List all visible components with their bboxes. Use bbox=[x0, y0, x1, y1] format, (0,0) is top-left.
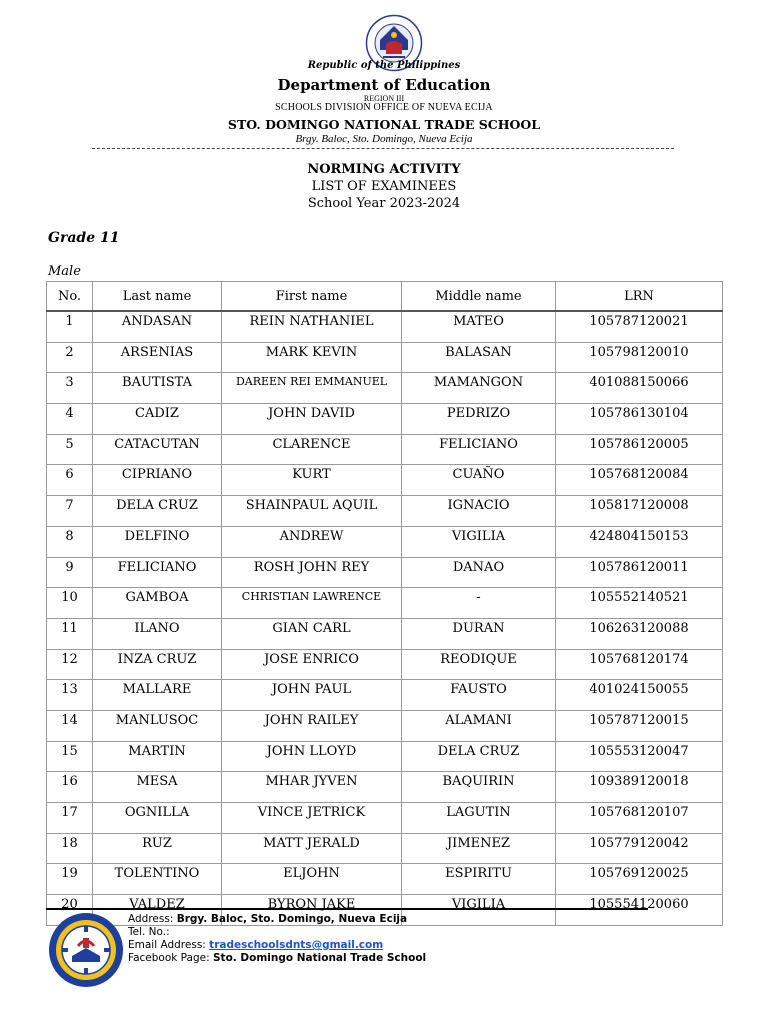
cell-lrn: 401024150055 bbox=[556, 680, 723, 711]
cell-middle-name: VIGILIA bbox=[402, 895, 556, 926]
cell-no: 7 bbox=[47, 496, 93, 527]
cell-lrn: 105817120008 bbox=[556, 496, 723, 527]
cell-last-name: CADIZ bbox=[93, 404, 222, 435]
cell-last-name: GAMBOA bbox=[93, 588, 222, 619]
cell-last-name: ARSENIAS bbox=[93, 342, 222, 373]
region-text: REGION III bbox=[363, 94, 405, 103]
cell-last-name: DELA CRUZ bbox=[93, 496, 222, 527]
cell-no: 19 bbox=[47, 864, 93, 895]
cell-no: 6 bbox=[47, 465, 93, 496]
footer-address: Address: Brgy. Baloc, Sto. Domingo, Nueva Ecija bbox=[128, 913, 408, 925]
table-row bbox=[47, 311, 723, 342]
cell-middle-name: CUAÑO bbox=[402, 465, 556, 496]
cell-last-name: MARTIN bbox=[93, 741, 222, 772]
cell-lrn: 401088150066 bbox=[556, 373, 723, 404]
cell-middle-name: DELA CRUZ bbox=[402, 741, 556, 772]
cell-no: 12 bbox=[47, 649, 93, 680]
cell-first-name: JOHN RAILEY bbox=[222, 710, 402, 741]
cell-first-name: VINCE JETRICK bbox=[222, 803, 402, 834]
cell-first-name: SHAINPAUL AQUIL bbox=[222, 496, 402, 527]
footer-facebook: Facebook Page: Sto. Domingo National Trade School bbox=[128, 952, 427, 964]
cell-middle-name: VIGILIA bbox=[402, 526, 556, 557]
cell-first-name: BYRON JAKE bbox=[222, 895, 402, 926]
cell-middle-name: FELICIANO bbox=[402, 434, 556, 465]
cell-last-name: FELICIANO bbox=[93, 557, 222, 588]
table-row bbox=[47, 588, 723, 619]
cell-lrn: 105554120060 bbox=[556, 895, 723, 926]
cell-middle-name: MAMANGON bbox=[402, 373, 556, 404]
col-header-lrn: LRN bbox=[556, 282, 723, 312]
table-row bbox=[47, 680, 723, 711]
col-header-no: No. bbox=[47, 282, 93, 312]
cell-middle-name: ESPIRITU bbox=[402, 864, 556, 895]
cell-no: 17 bbox=[47, 803, 93, 834]
cell-first-name: GIAN CARL bbox=[222, 618, 402, 649]
cell-no: 13 bbox=[47, 680, 93, 711]
cell-lrn: 106263120088 bbox=[556, 618, 723, 649]
table-row bbox=[47, 741, 723, 772]
footer-email: Email Address: tradeschoolsdnts@gmail.com bbox=[128, 939, 384, 951]
cell-first-name: ELJOHN bbox=[222, 864, 402, 895]
cell-lrn: 105768120174 bbox=[556, 649, 723, 680]
footer-address-value: Brgy. Baloc, Sto. Domingo, Nueva Ecija bbox=[176, 913, 408, 925]
department-title: Department of Education bbox=[277, 76, 491, 94]
cell-first-name: MARK KEVIN bbox=[222, 342, 402, 373]
cell-middle-name: ALAMANI bbox=[402, 710, 556, 741]
cell-no: 3 bbox=[47, 373, 93, 404]
table-row bbox=[47, 373, 723, 404]
division-text: SCHOOLS DIVISION OFFICE OF NUEVA ECIJA bbox=[275, 102, 493, 113]
grade-label: Grade 11 bbox=[48, 230, 120, 246]
cell-first-name: CLARENCE bbox=[222, 434, 402, 465]
table-header-row bbox=[47, 282, 723, 312]
footer-divider bbox=[46, 908, 648, 910]
cell-last-name: RUZ bbox=[93, 833, 222, 864]
examinees-table bbox=[46, 281, 723, 926]
cell-first-name: JOHN DAVID bbox=[222, 404, 402, 435]
cell-no: 8 bbox=[47, 526, 93, 557]
cell-lrn: 105786120011 bbox=[556, 557, 723, 588]
cell-first-name: MATT JERALD bbox=[222, 833, 402, 864]
table-row bbox=[47, 710, 723, 741]
cell-last-name: MALLARE bbox=[93, 680, 222, 711]
list-title: LIST OF EXAMINEES bbox=[311, 179, 457, 194]
cell-no: 4 bbox=[47, 404, 93, 435]
school-logo-icon bbox=[48, 912, 124, 988]
cell-lrn: 105798120010 bbox=[556, 342, 723, 373]
cell-middle-name: REODIQUE bbox=[402, 649, 556, 680]
cell-last-name: TOLENTINO bbox=[93, 864, 222, 895]
table-row bbox=[47, 649, 723, 680]
cell-last-name: CIPRIANO bbox=[93, 465, 222, 496]
cell-no: 10 bbox=[47, 588, 93, 619]
cell-last-name: OGNILLA bbox=[93, 803, 222, 834]
cell-no: 20 bbox=[47, 895, 93, 926]
table-row bbox=[47, 803, 723, 834]
cell-middle-name: PEDRIZO bbox=[402, 404, 556, 435]
cell-first-name: CHRISTIAN LAWRENCE bbox=[222, 588, 402, 619]
cell-middle-name: LAGUTIN bbox=[402, 803, 556, 834]
cell-middle-name: BALASAN bbox=[402, 342, 556, 373]
cell-first-name: MHAR JYVEN bbox=[222, 772, 402, 803]
footer-tel: Tel. No.: bbox=[128, 926, 170, 938]
cell-no: 18 bbox=[47, 833, 93, 864]
cell-middle-name: MATEO bbox=[402, 311, 556, 342]
school-name: STO. DOMINGO NATIONAL TRADE SCHOOL bbox=[227, 117, 541, 132]
cell-last-name: VALDEZ bbox=[93, 895, 222, 926]
cell-lrn: 105768120107 bbox=[556, 803, 723, 834]
cell-middle-name: IGNACIO bbox=[402, 496, 556, 527]
cell-no: 14 bbox=[47, 710, 93, 741]
cell-lrn: 105787120021 bbox=[556, 311, 723, 342]
table-row bbox=[47, 434, 723, 465]
cell-first-name: REIN NATHANIEL bbox=[222, 311, 402, 342]
cell-first-name: JOHN PAUL bbox=[222, 680, 402, 711]
cell-last-name: DELFINO bbox=[93, 526, 222, 557]
table-row bbox=[47, 342, 723, 373]
cell-lrn: 105779120042 bbox=[556, 833, 723, 864]
table-row bbox=[47, 864, 723, 895]
cell-last-name: MESA bbox=[93, 772, 222, 803]
cell-lrn: 424804150153 bbox=[556, 526, 723, 557]
cell-last-name: CATACUTAN bbox=[93, 434, 222, 465]
cell-first-name: ROSH JOHN REY bbox=[222, 557, 402, 588]
cell-lrn: 105553120047 bbox=[556, 741, 723, 772]
cell-first-name: KURT bbox=[222, 465, 402, 496]
republic-text: Republic of the Philippines bbox=[307, 60, 461, 71]
email-link[interactable]: tradeschoolsdnts@gmail.com bbox=[209, 939, 384, 951]
activity-title: NORMING ACTIVITY bbox=[307, 162, 461, 177]
table-row bbox=[47, 526, 723, 557]
cell-last-name: ILANO bbox=[93, 618, 222, 649]
table-row bbox=[47, 557, 723, 588]
col-header-middle-name: Middle name bbox=[402, 282, 556, 312]
cell-lrn: 105552140521 bbox=[556, 588, 723, 619]
school-address: Brgy. Baloc, Sto. Domingo, Nueva Ecija bbox=[295, 133, 473, 145]
cell-first-name: JOHN LLOYD bbox=[222, 741, 402, 772]
cell-no: 9 bbox=[47, 557, 93, 588]
cell-no: 5 bbox=[47, 434, 93, 465]
cell-no: 15 bbox=[47, 741, 93, 772]
facebook-page-value: Sto. Domingo National Trade School bbox=[212, 952, 427, 964]
cell-first-name: DAREEN REI EMMANUEL bbox=[222, 373, 402, 404]
cell-middle-name: - bbox=[402, 588, 556, 619]
cell-lrn: 105786120005 bbox=[556, 434, 723, 465]
table-row bbox=[47, 772, 723, 803]
cell-middle-name: BAQUIRIN bbox=[402, 772, 556, 803]
cell-middle-name: JIMENEZ bbox=[402, 833, 556, 864]
cell-last-name: BAUTISTA bbox=[93, 373, 222, 404]
col-header-first-name: First name bbox=[222, 282, 402, 312]
cell-last-name: MANLUSOC bbox=[93, 710, 222, 741]
table-row bbox=[47, 496, 723, 527]
header-divider bbox=[92, 148, 674, 149]
cell-last-name: INZA CRUZ bbox=[93, 649, 222, 680]
cell-middle-name: DURAN bbox=[402, 618, 556, 649]
cell-no: 16 bbox=[47, 772, 93, 803]
sex-label: Male bbox=[48, 264, 81, 279]
table-row bbox=[47, 465, 723, 496]
cell-middle-name: DANAO bbox=[402, 557, 556, 588]
table-row bbox=[47, 833, 723, 864]
cell-first-name: JOSE ENRICO bbox=[222, 649, 402, 680]
cell-no: 2 bbox=[47, 342, 93, 373]
cell-lrn: 105769120025 bbox=[556, 864, 723, 895]
cell-lrn: 105787120015 bbox=[556, 710, 723, 741]
cell-no: 11 bbox=[47, 618, 93, 649]
table-row bbox=[47, 618, 723, 649]
cell-last-name: ANDASAN bbox=[93, 311, 222, 342]
cell-lrn: 109389120018 bbox=[556, 772, 723, 803]
cell-lrn: 105768120084 bbox=[556, 465, 723, 496]
col-header-last-name: Last name bbox=[93, 282, 222, 312]
cell-no: 1 bbox=[47, 311, 93, 342]
cell-middle-name: FAUSTO bbox=[402, 680, 556, 711]
cell-first-name: ANDREW bbox=[222, 526, 402, 557]
cell-lrn: 105786130104 bbox=[556, 404, 723, 435]
school-year: School Year 2023-2024 bbox=[307, 196, 461, 211]
table-row bbox=[47, 404, 723, 435]
